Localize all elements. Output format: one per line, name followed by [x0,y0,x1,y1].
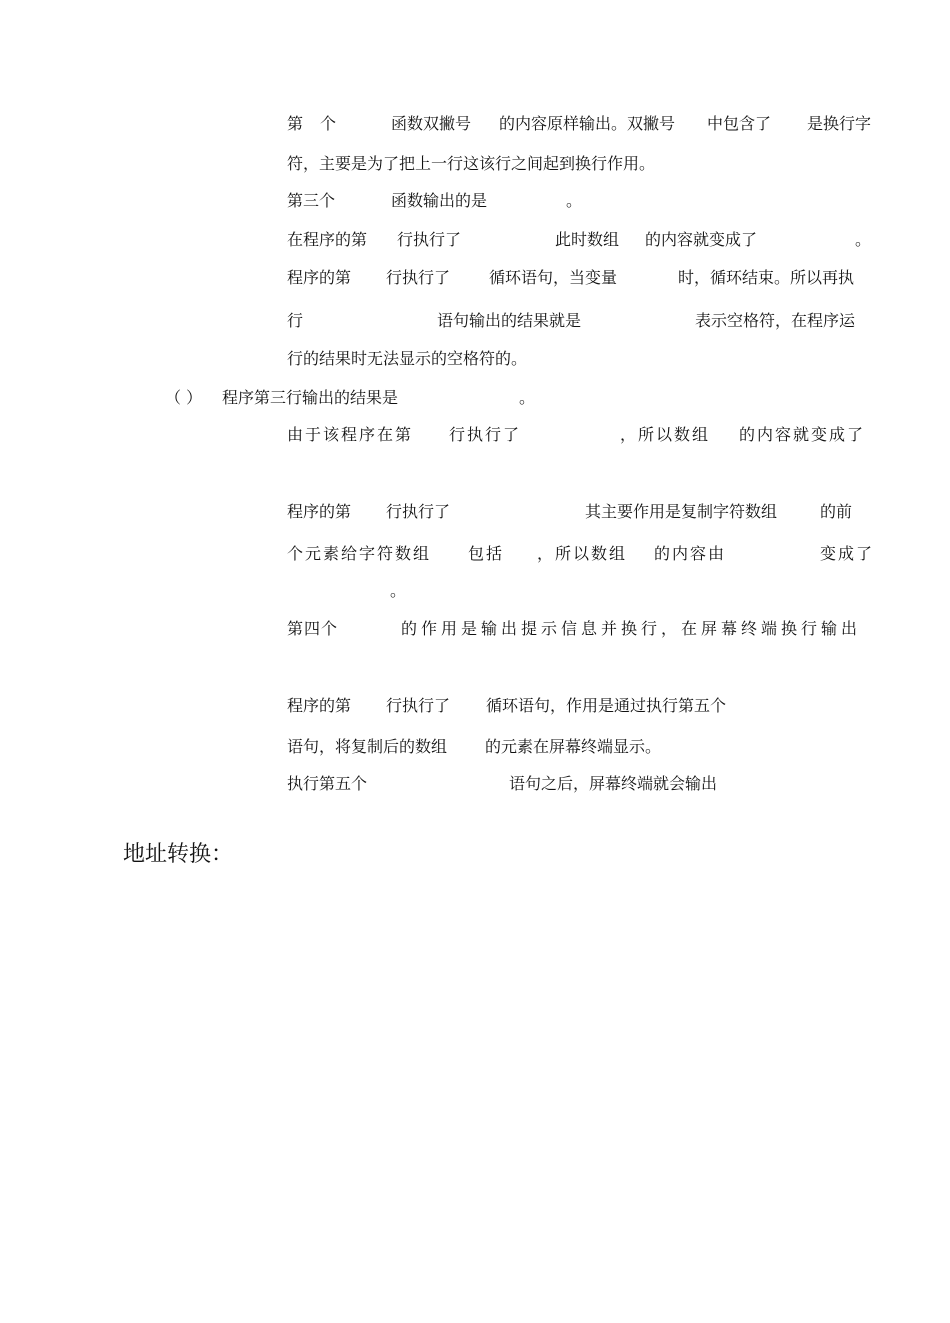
text-segment: 第三个 [287,191,336,210]
text-segment: 行执行了 [386,268,451,287]
text-segment: 变成了 [820,544,875,563]
text-segment: 的内容由 [654,544,727,563]
text-segment: 由于该程序在第 [287,425,414,444]
text-segment: 中包含了 [707,114,772,133]
text-segment: 时，循环结束。所以再执 [678,268,855,287]
text-segment: 的内容就变成了 [739,425,866,444]
text-segment: 的前 [820,502,853,521]
text-segment: 。 [519,388,536,407]
text-segment: ，所以数组 [537,544,628,563]
text-segment: 语句输出的结果就是 [437,311,582,330]
text-segment: 函数双撇号 [391,114,472,133]
text-segment: 是换行字 [807,114,872,133]
text-segment: 的内容原样输出。双撇号 [499,114,676,133]
text-segment: 行的结果时无法显示的空格符的。 [287,349,528,368]
text-segment: 。 [855,230,872,249]
text-segment: 行执行了 [386,502,451,521]
text-segment: 在程序的第 [287,230,368,249]
text-segment: 第 [287,114,304,133]
text-segment: 符，主要是为了把上一行这该行之间起到换行作用。 [287,154,656,173]
text-segment: 执行第五个 [287,774,368,793]
text-segment: 其主要作用是复制字符数组 [585,502,778,521]
text-segment: 语句，将复制后的数组 [287,737,448,756]
text-segment: 语句之后，屏幕终端就会输出 [509,774,718,793]
text-segment: 第四个 [287,619,339,638]
text-segment: 此时数组 [555,230,620,249]
text-segment: 个元素给字符数组 [287,544,432,563]
text-segment: 程序的第 [287,502,352,521]
text-segment: 。 [566,191,583,210]
text-segment: 。 [390,581,407,600]
text-segment: 循环语句，当变量 [489,268,618,287]
text-segment: 行执行了 [397,230,462,249]
text-segment: 行执行了 [449,425,522,444]
text-segment: 个 [320,114,337,133]
text-segment: 的元素在屏幕终端显示。 [485,737,662,756]
text-segment: 表示空格符，在程序运 [695,311,856,330]
text-segment: 程序第三行输出的结果是 [222,388,399,407]
text-segment: 程序的第 [287,268,352,287]
text-segment: 行执行了 [386,696,451,715]
text-segment: 行 [287,311,304,330]
text-segment: 的内容就变成了 [645,230,758,249]
text-segment: 包括 [468,544,505,563]
text-segment: 的作用是输出提示信息并换行，在屏幕终端换行输出 [401,619,862,638]
text-segment: ，所以数组 [620,425,711,444]
text-segment: 循环语句，作用是通过执行第五个 [486,696,727,715]
text-segment: 函数输出的是 [391,191,488,210]
section-heading: 地址转换： [123,842,234,867]
list-marker: （ ） [165,388,203,407]
text-segment: 程序的第 [287,696,352,715]
